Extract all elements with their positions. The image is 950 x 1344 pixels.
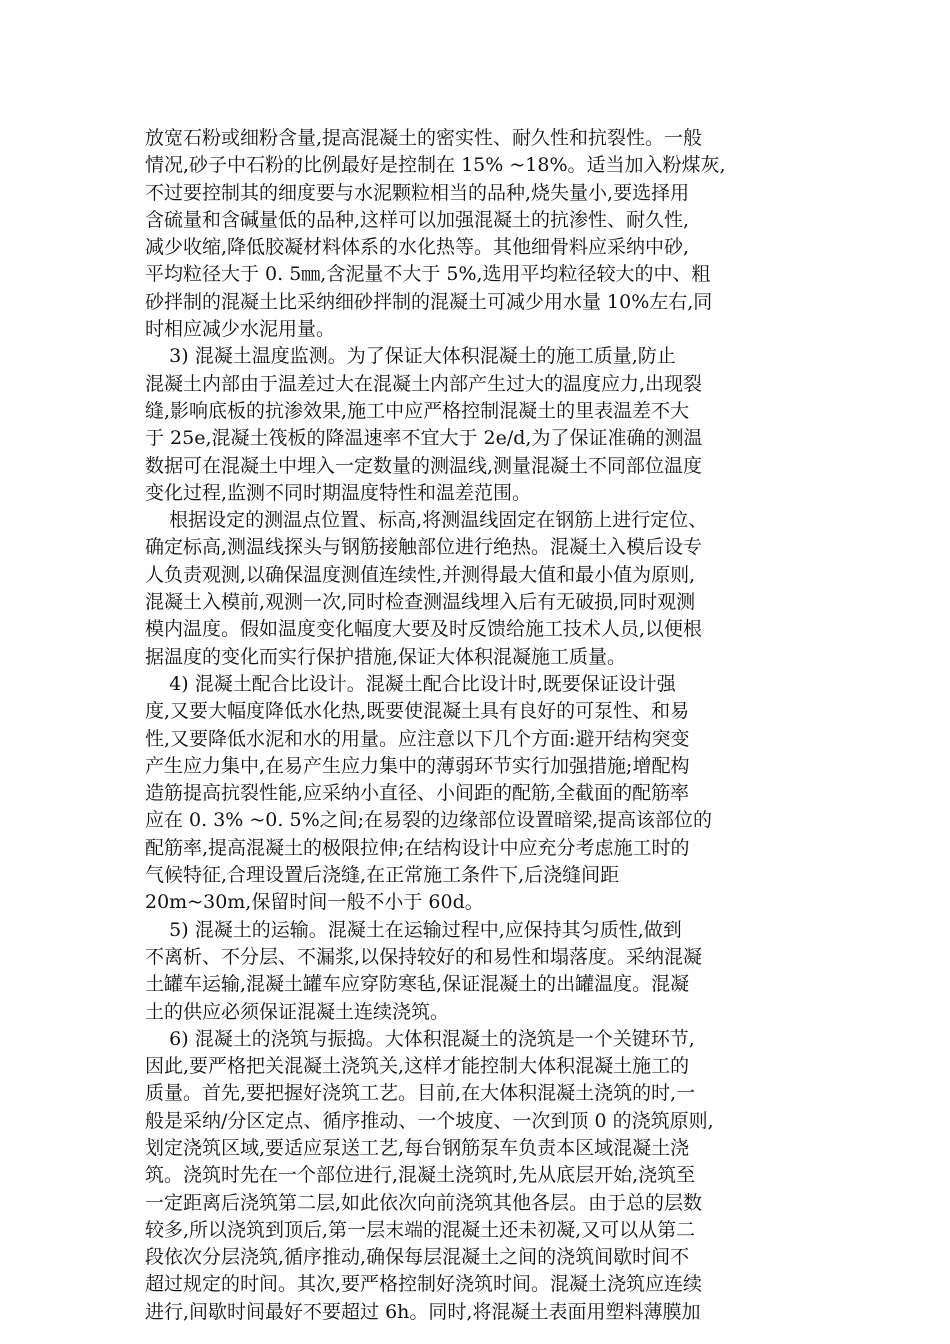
text-line: 气候特征,合理设置后浇缝,在正常施工条件下,后浇缝间距 <box>145 864 620 887</box>
text-line: 较多,所以浇筑到顶后,第一层末端的混凝土还未初凝,又可以从第二 <box>145 1218 696 1241</box>
text-line: 3) 混凝土温度监测。为了保证大体积混凝土的施工质量,防止 <box>145 345 676 368</box>
text-line: 应在 0. 3% ~0. 5%之间;在易裂的边缘部位设置暗梁,提高该部位的 <box>145 809 713 832</box>
text-line: 据温度的变化而实行保护措施,保证大体积混凝施工质量。 <box>145 645 627 668</box>
text-line: 含硫量和含碱量低的品种,这样可以加强混凝土的抗渗性、耐久性, <box>145 208 690 231</box>
text-line: 不离析、不分层、不漏浆,以保持较好的和易性和塌落度。采纳混凝 <box>145 945 703 968</box>
text-line: 产生应力集中,在易产生应力集中的薄弱环节实行加强措施;增配构 <box>145 754 690 777</box>
text-line: 性,又要降低水泥和水的用量。应注意以下几个方面:避开结构突变 <box>145 727 690 750</box>
text-line: 质量。首先,要把握好浇筑工艺。目前,在大体积混凝土浇筑的时,一 <box>145 1082 696 1105</box>
text-line: 砂拌制的混凝土比采纳细砂拌制的混凝土可减少用水量 10%左右,同 <box>145 290 713 313</box>
text-line: 模内温度。假如温度变化幅度大要及时反馈给施工技术人员,以便根 <box>145 618 703 641</box>
text-line: 4) 混凝土配合比设计。混凝土配合比设计时,既要保证设计强 <box>145 672 676 695</box>
text-line: 人负责观测,以确保温度测值连续性,并测得最大值和最小值为原则, <box>145 563 696 586</box>
text-line: 时相应减少水泥用量。 <box>145 318 336 341</box>
text-line: 因此,要严格把关混凝土浇筑关,这样才能控制大体积混凝土施工的 <box>145 1055 690 1078</box>
text-line: 般是采纳/分区定点、循序推动、一个坡度、一次到顶 0 的浇筑原则, <box>145 1109 714 1132</box>
text-line: 配筋率,提高混凝土的极限拉伸;在结构设计中应充分考虑施工时的 <box>145 836 690 859</box>
text-line: 一定距离后浇筑第二层,如此依次向前浇筑其他各层。由于总的层数 <box>145 1191 703 1214</box>
text-line: 缝,影响底板的抗渗效果,施工中应严格控制混凝土的里表温差不大 <box>145 399 690 422</box>
text-line: 20m~30m,保留时间一般不小于 60d。 <box>145 891 484 914</box>
text-line: 根据设定的测温点位置、标高,将测温线固定在钢筋上进行定位、 <box>145 509 708 532</box>
text-line: 土的供应必须保证混凝土连续浇筑。 <box>145 1000 450 1023</box>
text-line: 6) 混凝土的浇筑与振捣。大体积混凝土的浇筑是一个关键环节, <box>145 1027 695 1050</box>
text-line: 减少收缩,降低胶凝材料体系的水化热等。其他细骨料应采纳中砂, <box>145 236 690 259</box>
text-line: 放宽石粉或细粉含量,提高混凝土的密实性、耐久性和抗裂性。一般 <box>145 127 703 149</box>
text-line: 情况,砂子中石粉的比例最好是控制在 15% ~18%。适当加入粉煤灰, <box>145 154 726 177</box>
text-line: 造筋提高抗裂性能,应采纳小直径、小间距的配筋,全截面的配筋率 <box>145 782 690 805</box>
text-line: 确定标高,测温线探头与钢筋接触部位进行绝热。混凝土入模后设专 <box>145 536 703 559</box>
text-line: 混凝土入模前,观测一次,同时检查测温线埋入后有无破损,同时观测 <box>145 591 696 614</box>
text-line: 筑。浇筑时先在一个部位进行,混凝土浇筑时,先从底层开始,浇筑至 <box>145 1164 696 1187</box>
text-line: 混凝土内部由于温差过大在混凝土内部产生过大的温度应力,出现裂 <box>145 372 703 395</box>
text-line: 5) 混凝土的运输。混凝土在运输过程中,应保持其匀质性,做到 <box>145 918 682 941</box>
text-line: 平均粒径大于 0. 5㎜,含泥量不大于 5%,选用平均粒径较大的中、粗 <box>145 263 711 286</box>
text-line: 变化过程,监测不同时期温度特性和温差范围。 <box>145 481 532 504</box>
text-line: 土罐车运输,混凝土罐车应穿防寒毡,保证混凝土的出罐温度。混凝 <box>145 973 690 996</box>
text-line: 数据可在混凝土中埋入一定数量的测温线,测量混凝土不同部位温度 <box>145 454 703 477</box>
text-line: 不过要控制其的细度要与水泥颗粒相当的品种,烧失量小,要选择用 <box>145 181 690 204</box>
text-line: 于 25e,混凝土筏板的降温速率不宜大于 2e/d,为了保证准确的测温 <box>145 427 703 450</box>
text-line: 进行,间歇时间最好不要超过 6h。同时,将混凝土表面用塑料薄膜加 <box>145 1300 701 1323</box>
text-line: 段依次分层浇筑,循序推动,确保每层混凝土之间的浇筑间歇时间不 <box>145 1246 690 1269</box>
text-line: 划定浇筑区域,要适应泵送工艺,每台钢筋泵车负责本区域混凝土浇 <box>145 1136 690 1159</box>
text-line: 超过规定的时间。其次,要严格控制好浇筑时间。混凝土浇筑应连续 <box>145 1273 703 1296</box>
text-line: 度,又要大幅度降低水化热,既要使混凝土具有良好的可泵性、和易 <box>145 700 690 723</box>
body-text <box>145 125 815 1326</box>
